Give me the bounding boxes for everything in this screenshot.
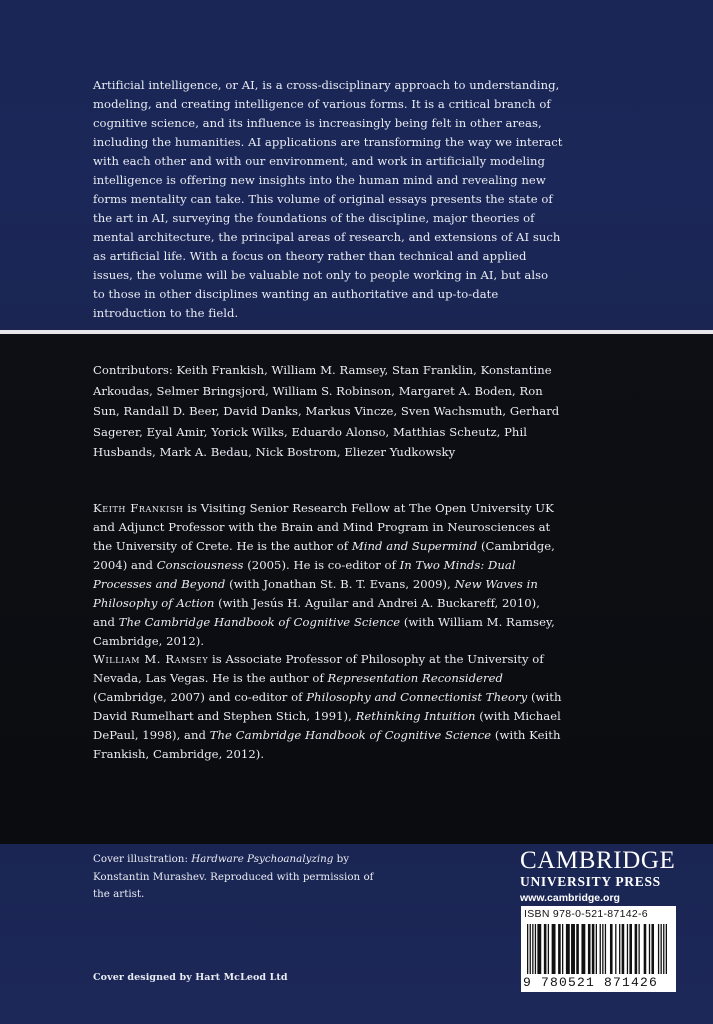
book-title: Representation Reconsidered (327, 671, 503, 685)
author-bio-frankish: Keith Frankish is Visiting Senior Research Fellow at The Open University UK and Adjunct Professor with the Brain and Mind Program in Neurosciences at the University of Crete. He is the author of Mind and Supermind (Cambridge, 2004) and Consciousness (2005). He is co-editor of In Two Minds: Dual Processes and Beyond (with Jonathan St. B. T. Evans, 2009), New Waves in Philosophy of Action (with Jesús H. Aguilar and Andrei A. Buckareff, 2010), and The Cambridge Handbook of Cognitive Science (with William M. Ramsey, Cambridge, 2012). (93, 501, 555, 648)
barcode-bars (527, 924, 671, 976)
barcode-bar (600, 924, 601, 974)
barcode-bar (635, 924, 638, 974)
barcode-bar (527, 924, 528, 974)
barcode-bar (592, 924, 595, 974)
barcode-bar (588, 924, 591, 974)
book-title: Philosophy and Connectionist Theory (306, 690, 528, 704)
book-title: Mind and Supermind (351, 539, 478, 553)
cover-illustration-credit: Cover illustration: Hardware Psychoanalyzing by Konstantin Murashev. Reproduced with permission of the artist. (93, 853, 374, 900)
publisher-logo (520, 848, 680, 905)
barcode-bar (619, 924, 620, 974)
barcode-bar (649, 924, 650, 974)
contributors-list: Contributors: Keith Frankish, William M. Ramsey, Stan Franklin, Konstantine Arkoudas, Selmer Bringsjord, William S. Robinson, Margaret A. Boden, Ron Sun, Randall D. Beer, David Danks, Markus Vincze, Sven Wachsmuth, Gerhard Sagerer, Eyal Amir, Yorick Wilks, Eduardo Alonso, Matthias Scheutz, Phil Husbands, Mark A. Bedau, Nick Bostrom, Eliezer Yudkowsky (93, 363, 560, 459)
barcode-bar (544, 924, 547, 974)
barcode-bar (576, 924, 579, 974)
barcode-bar (629, 924, 632, 974)
barcode-bar (610, 924, 613, 974)
barcode-bar (571, 924, 575, 974)
barcode-bar (638, 924, 639, 974)
barcode-bar (558, 924, 561, 974)
artwork-title: Hardware Psychoanalyzing (191, 853, 334, 865)
barcode-bar (661, 924, 662, 974)
book-title: In Two Minds: Dual Processes and Beyond (93, 558, 516, 591)
book-title: New Waves in Philosophy of Action (93, 577, 538, 610)
isbn-barcode (521, 906, 676, 992)
book-title: Consciousness (156, 558, 244, 572)
barcode-bar (562, 924, 563, 974)
barcode-bar (535, 924, 536, 974)
isbn-number: ISBN 978-0-521-87142-6 (524, 908, 648, 920)
barcode-bar (644, 924, 647, 974)
barcode-bar (615, 924, 616, 974)
barcode-bar (552, 924, 556, 974)
author-name: William M. Ramsey (93, 652, 209, 666)
book-title: The Cambridge Handbook of Cognitive Science (209, 728, 492, 742)
barcode-bar (622, 924, 625, 974)
barcode-bar (548, 924, 549, 974)
barcode-bar (627, 924, 628, 974)
barcode-digits: 9 780521 871426 (523, 975, 659, 990)
barcode-bar (532, 924, 533, 974)
barcode-bar (602, 924, 603, 974)
book-blurb: Artificial intelligence, or AI, is a cross-disciplinary approach to understanding, modeling, and creating intelligence of various forms. It is a critical branch of cognitive science, and its influence is increasingly being felt in other areas, including the humanities. AI applications are transforming the way we interact with each other and with our environment, and work in artificially modeling intelligence is offering new insights into the human mind and revealing new forms mentality can take. This volume of original essays presents the state of the art in AI, surveying the foundations of the discipline, major theories of mental architecture, the principal areas of research, and extensions of AI such as artificial life. With a focus on theory rather than technical and applied issues, the volume will be valuable not only to people working in AI, but also to those in other disciplines wanting an authoritative and up-to-date introduction to the field. (93, 78, 563, 320)
author-name: Keith Frankish (93, 501, 184, 515)
barcode-bar (666, 924, 667, 974)
barcode-bar (581, 924, 585, 974)
barcode-bar (651, 924, 654, 974)
cover-designer-credit: Cover designed by Hart McLeod Ltd (93, 972, 288, 983)
publisher-url: www.cambridge.org (520, 892, 620, 904)
barcode-bar (605, 924, 606, 974)
barcode-bar (537, 924, 541, 974)
publisher-subtitle: UNIVERSITY PRESS (520, 874, 661, 889)
book-title: Rethinking Intuition (355, 709, 476, 723)
barcode-bar (658, 924, 659, 974)
barcode-bar (530, 924, 531, 974)
barcode-bar (566, 924, 570, 974)
book-title: The Cambridge Handbook of Cognitive Science (118, 615, 401, 629)
author-bio-ramsey: William M. Ramsey is Associate Professor of Philosophy at the University of Nevada, Las Vegas. He is the author of Representation Reconsidered (Cambridge, 2007) and co-editor of Philosophy and Connectionist Theory (with David Rumelhart and Stephen Stich, 1991), Rethinking Intuition (with Michael DePaul, 1998), and The Cambridge Handbook of Cognitive Science (with Keith Frankish, Cambridge, 2012). (93, 652, 562, 761)
publisher-name: CAMBRIDGE (520, 847, 676, 874)
barcode-bar (663, 924, 664, 974)
barcode-bar (596, 924, 597, 974)
